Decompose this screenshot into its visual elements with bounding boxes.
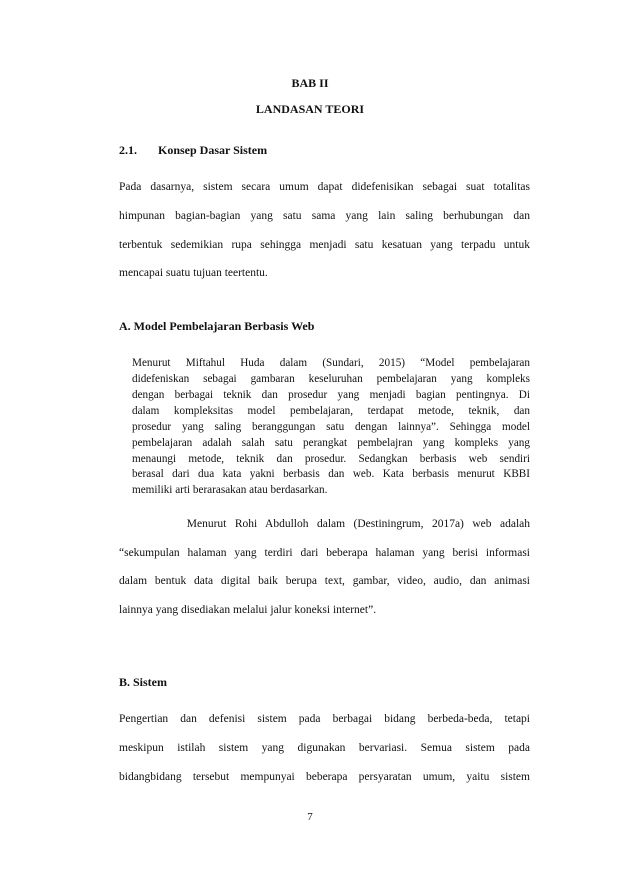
- paragraph-line: terbentuk sedemikian rupa sehingga menjadi satu kesatuan yang terpadu untuk: [119, 239, 530, 251]
- paragraph-line: Menurut Rohi Abdulloh dalam (Destiningrum, 2017a) web adalah: [119, 518, 530, 530]
- chapter-title: LANDASAN TEORI: [255, 102, 365, 116]
- section-heading-2-1: [119, 143, 267, 158]
- paragraph-line: Pada dasarnya, sistem secara umum dapat didefenisikan sebagai suat totalitas: [119, 181, 530, 193]
- quote-line: Menurut Miftahul Huda dalam (Sundari, 2015) “Model pembelajaran: [132, 357, 530, 369]
- paragraph-line: dalam bentuk data digital baik berupa text, gambar, video, audio, dan animasi: [119, 575, 530, 587]
- quote-line: menaungi metode, teknik dan prosedur. Sedangkan berbasis web sendiri: [132, 453, 530, 465]
- quote-line: berasal dari dua kata yakni berbasis dan web. Kata berbasis menurut KBBI: [132, 468, 530, 480]
- paragraph-line: “sekumpulan halaman yang terdiri dari beberapa halaman yang berisi informasi: [119, 547, 530, 559]
- paragraph-line: mencapai suatu tujuan teertentu.: [119, 267, 268, 279]
- quote-line: pembelajaran adalah salah satu perangkat pembelajran yang kompleks yang: [132, 437, 530, 449]
- chapter-label: BAB II: [291, 76, 329, 90]
- paragraph-line: Pengertian dan defenisi sistem pada berbagai bidang berbeda-beda, tetapi: [119, 713, 530, 725]
- page-number: 7: [307, 811, 313, 823]
- paragraph-line: himpunan bagian-bagian yang satu sama yang lain saling berhubungan dan: [119, 210, 530, 222]
- quote-line: didefeniskan sebagai gambaran keseluruhan pembelajaran yang kompleks: [132, 373, 530, 385]
- section-heading-b: B. Sistem: [119, 675, 167, 689]
- quote-line: dalam kompleksitas model pembelajaran, terdapat metode, teknik, dan: [132, 405, 530, 417]
- paragraph-line: meskipun istilah sistem yang digunakan bervariasi. Semua sistem pada: [119, 742, 530, 754]
- section-title: Konsep Dasar Sistem: [158, 143, 268, 157]
- section-number: 2.1.: [119, 143, 137, 157]
- paragraph-line: lainnya yang disediakan melalui jalur koneksi internet”.: [119, 604, 377, 616]
- quote-line: memiliki arti berarasakan atau berdasarkan.: [132, 484, 328, 496]
- paragraph-line: bidangbidang tersebut mempunyai beberapa persyaratan umum, yaitu sistem: [119, 771, 530, 783]
- quote-line: dengan berbagai teknik dan prosedur yang menjadi bagian pentingnya. Di: [132, 389, 530, 401]
- quote-line: prosedur yang saling beranggungan satu dengan lainnya”. Sehingga model: [132, 421, 530, 433]
- section-heading-a: A. Model Pembelajaran Berbasis Web: [119, 319, 315, 333]
